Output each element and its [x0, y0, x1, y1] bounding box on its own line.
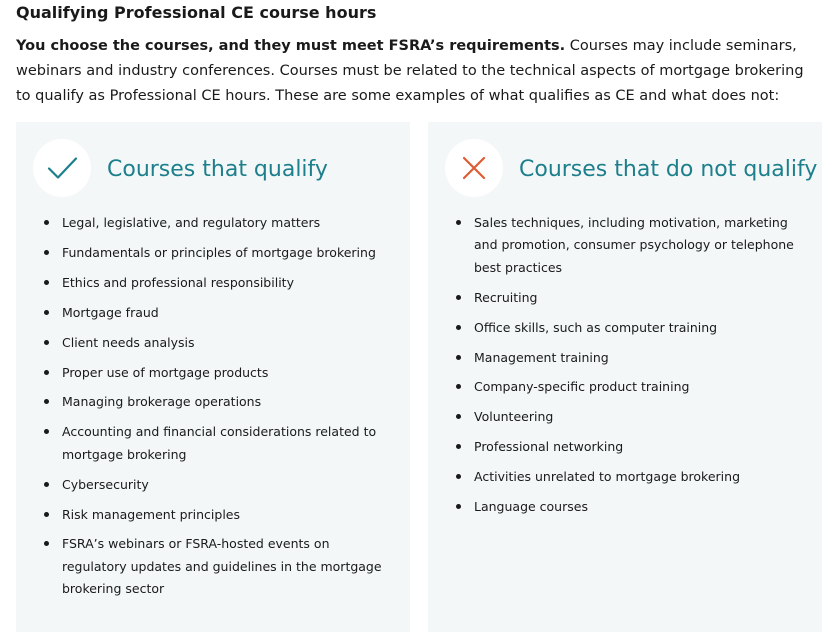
not-qualify-list	[428, 212, 822, 526]
list-item-text: Fundamentals or principles of mortgage brokering	[62, 244, 376, 260]
list-item	[16, 533, 410, 600]
list-item	[16, 332, 410, 354]
list-item	[428, 317, 822, 339]
cross-icon-svg	[445, 139, 503, 197]
bullet-icon	[456, 504, 461, 509]
bullet-icon	[44, 250, 49, 255]
qualify-list	[16, 212, 410, 608]
list-item-text: Volunteering	[474, 409, 554, 425]
bullet-icon	[456, 384, 461, 389]
not-qualify-card	[428, 122, 822, 632]
checkmark-icon-svg	[33, 139, 91, 197]
bullet-icon	[456, 474, 461, 479]
checkmark-icon	[33, 139, 91, 197]
list-item-text: FSRA’s webinars or FSRA-hosted events on regulatory updates and guidelines in the mortgage brokering sector	[62, 536, 382, 597]
list-item	[16, 391, 410, 413]
bullet-icon	[456, 295, 461, 300]
list-item	[16, 272, 410, 294]
cross-icon	[445, 139, 503, 197]
intro-paragraph	[16, 34, 816, 109]
list-item-text: Risk management principles	[62, 506, 241, 522]
list-item	[428, 376, 822, 398]
list-item	[16, 362, 410, 384]
list-item	[16, 504, 410, 526]
bullet-icon	[456, 325, 461, 330]
not-qualify-title: Courses that do not qualify	[519, 157, 818, 182]
list-item	[428, 496, 822, 518]
bullet-icon	[44, 340, 49, 345]
bullet-icon	[44, 370, 49, 375]
list-item	[428, 212, 822, 279]
bullet-icon	[456, 355, 461, 360]
bullet-icon	[44, 429, 49, 434]
bullet-icon	[44, 280, 49, 285]
intro-bold-text: You choose the courses, and they must meet FSRA’s requirements.	[16, 38, 566, 54]
list-item	[428, 287, 822, 309]
list-item	[16, 474, 410, 496]
list-item-text: Activities unrelated to mortgage brokering	[474, 469, 741, 485]
list-item-text: Mortgage fraud	[62, 304, 159, 320]
list-item-text: Management training	[474, 349, 609, 365]
list-item-text: Professional networking	[474, 439, 624, 455]
bullet-icon	[44, 482, 49, 487]
bullet-icon	[456, 220, 461, 225]
list-item-text: Recruiting	[474, 289, 538, 305]
list-item	[16, 421, 410, 466]
list-item-text: Client needs analysis	[62, 334, 195, 350]
list-item-text: Language courses	[474, 499, 588, 515]
section-heading: Qualifying Professional CE course hours	[16, 3, 377, 22]
bullet-icon	[44, 220, 49, 225]
list-item-text: Sales techniques, including motivation, marketing and promotion, consumer psychology or telephone best practices	[474, 215, 794, 275]
list-item-text: Office skills, such as computer training	[474, 319, 718, 335]
bullet-icon	[44, 399, 49, 404]
checkmark-stroke	[49, 159, 76, 178]
bullet-icon	[44, 541, 49, 546]
bullet-icon	[456, 444, 461, 449]
bullet-icon	[44, 512, 49, 517]
list-item-text: Cybersecurity	[62, 476, 149, 492]
list-item	[16, 302, 410, 324]
list-item	[428, 436, 822, 458]
list-item	[428, 406, 822, 428]
list-item	[428, 347, 822, 369]
qualify-title: Courses that qualify	[107, 157, 328, 182]
bullet-icon	[456, 414, 461, 419]
list-item-text: Ethics and professional responsibility	[62, 274, 294, 290]
qualify-card	[16, 122, 410, 632]
bullet-icon	[44, 310, 49, 315]
list-item	[16, 212, 410, 234]
list-item-text: Legal, legislative, and regulatory matters	[62, 215, 321, 230]
intro-text: Courses may include seminars, webinars and industry conferences. Courses must be related to the technical aspects of mortgage brokering to qualify as Professional CE hours. These are some examples of what qualifies as CE and what does not:	[16, 38, 804, 104]
list-item-text: Accounting and financial considerations related to mortgage brokering	[62, 424, 377, 462]
list-item-text: Managing brokerage operations	[62, 394, 262, 410]
list-item	[16, 242, 410, 264]
list-item-text: Proper use of mortgage products	[62, 364, 269, 380]
list-item-text: Company-specific product training	[474, 379, 690, 395]
list-item	[428, 466, 822, 488]
